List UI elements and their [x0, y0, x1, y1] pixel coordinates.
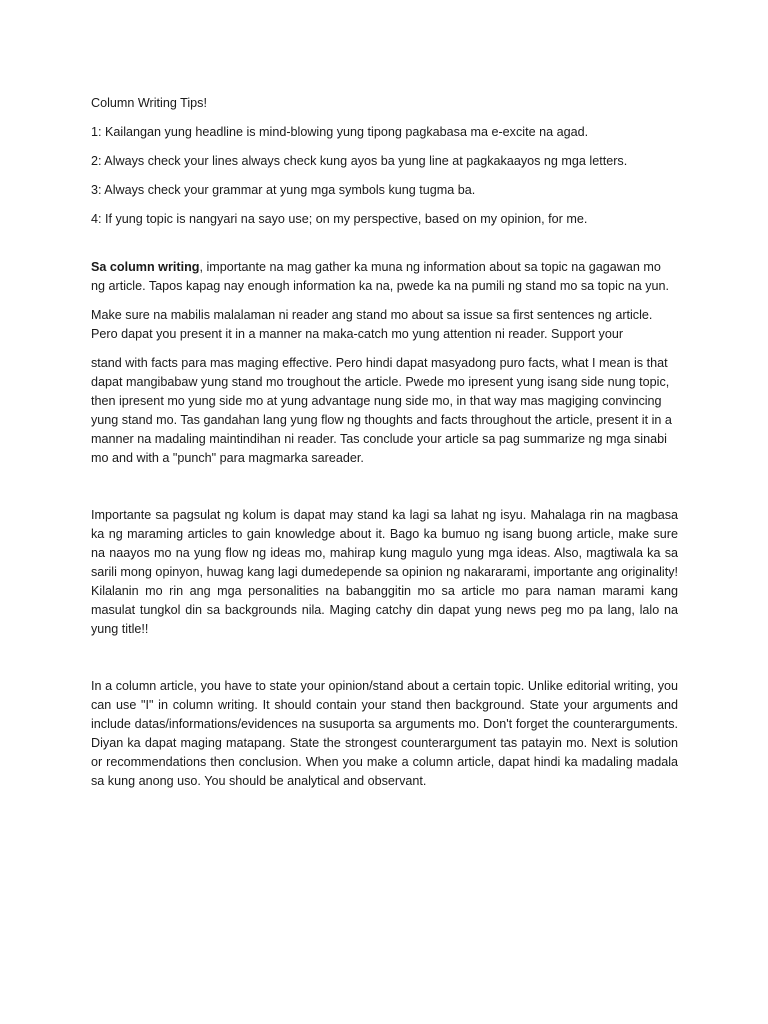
- paragraph-intro-lead: Sa column writing: [91, 260, 200, 274]
- spacer: [91, 649, 678, 677]
- spacer: [91, 478, 678, 506]
- tip-3: 3: Always check your grammar at yung mga symbols kung tugma ba.: [91, 183, 476, 197]
- paragraph-importance: Importante sa pagsulat ng kolum is dapat may stand ka lagi sa lahat ng isyu. Mahalaga rin na magbasa ka ng maraming articles to gain knowledge about it. Bago ka bumuo ng isang buong article, make sure na naayos mo na yung flow ng ideas mo, mahirap kung magulo yung mga ideas. Also, magtiwala ka sa sarili mong opinyon, huwag kang lagi dumedepende sa opinion ng nakararami, importante ang originality! Kilalanin mo rin ang mga personalities na babanggitin mo sa article mo para naman marami kang masulat tungkol din sa backgrounds nila. Maging catchy din dapat yung news peg mo pa lang, lalo na yung title!!: [91, 508, 678, 636]
- paragraph-support: stand with facts para mas maging effective. Pero hindi dapat masyadong puro facts, what I mean is that dapat mangibabaw yung stand mo troughout the article. Pwede mo ipresent yung isang side nung topic, then ipresent mo yung side mo at yung advantage nung side mo, in that way mas magiging convincing yung stand mo. Tas gandahan lang yung flow ng thoughts and facts throughout the article, present it in a manner na madaling maintindihan ni reader. Tas conclude your article sa pag summarize ng mga sinabi mo and with a "punch" para magmarka sareader.: [91, 356, 672, 465]
- document-page: [91, 94, 678, 801]
- tip-2: 2: Always check your lines always check kung ayos ba yung line at pagkakaayos ng mga letters.: [91, 154, 628, 168]
- paragraph-column-article: In a column article, you have to state your opinion/stand about a certain topic. Unlike editorial writing, you can use "I" in column writing. It should contain your stand then background. State your arguments and include datas/informations/evidences na susuporta sa arguments mo. Don't forget the counterarguments. Diyan ka dapat maging matapang. State the strongest counterargument tas patayin mo. Next is solution or recommendations then conclusion. When you make a column article, dapat hindi ka madaling madala sa kung anong uso. You should be analytical and observant.: [91, 679, 678, 788]
- spacer: [91, 239, 678, 258]
- paragraph-intro: [91, 258, 678, 296]
- paragraph-stand: Make sure na mabilis malalaman ni reader ang stand mo about sa issue sa first sentences ng article. Pero dapat you present it in a manner na maka-catch mo yung attention ni reader. Support your: [91, 308, 653, 341]
- tip-4: 4: If yung topic is nangyari na sayo use; on my perspective, based on my opinion, for me.: [91, 212, 588, 226]
- paragraph-intro-body: , importante na mag gather ka muna ng information about sa topic na gagawan mo ng article. Tapos kapag nay enough information ka na, pwede ka na pumili ng stand mo sa topic na yun.: [91, 260, 670, 293]
- document-title: Column Writing Tips!: [91, 96, 207, 110]
- tip-1: 1: Kailangan yung headline is mind-blowing yung tipong pagkabasa ma e-excite na agad.: [91, 125, 589, 139]
